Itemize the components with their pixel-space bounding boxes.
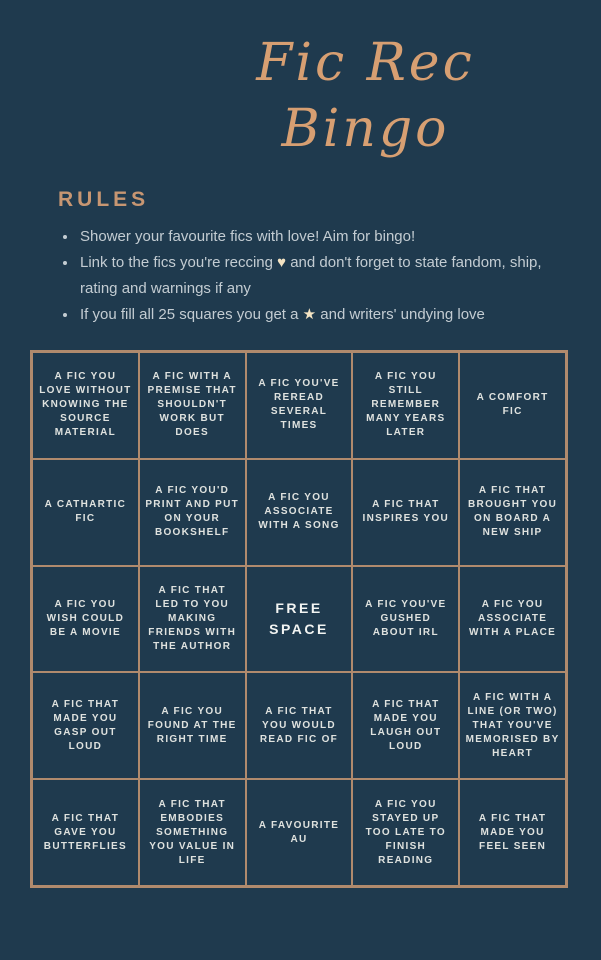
bingo-cell: A FIC YOU WISH COULD BE A MOVIE	[32, 566, 139, 673]
rule-text: Link to the fics you're reccing	[80, 254, 278, 271]
bingo-cell: A FIC YOU'VE REREAD SEVERAL TIMES	[246, 352, 353, 459]
page-title	[0, 0, 601, 162]
bingo-cell: A FIC WITH A PREMISE THAT SHOULDN'T WORK BUT DOES	[139, 352, 246, 459]
bingo-cell: A FAVOURITE AU	[246, 779, 353, 886]
bingo-cell: A FIC WITH A LINE (OR TWO) THAT YOU'VE MEMORISED BY HEART	[459, 672, 566, 779]
bingo-cell: A FIC YOU ASSOCIATE WITH A SONG	[246, 459, 353, 566]
page-title-line1: Fic Rec	[256, 33, 475, 93]
bingo-cell: A COMFORT FIC	[459, 352, 566, 459]
bingo-cell: A FIC YOU'VE GUSHED ABOUT IRL	[352, 566, 459, 673]
rule-item	[78, 302, 571, 328]
rules-section	[58, 188, 571, 328]
rule-text: and writers' undying love	[316, 306, 485, 323]
page-title-line2: Bingo	[281, 99, 450, 159]
bingo-cell: A FIC YOU LOVE WITHOUT KNOWING THE SOURCE MATERIAL	[32, 352, 139, 459]
rule-text: Shower your favourite fics with love! Aim for bingo!	[80, 228, 416, 245]
rules-list	[78, 224, 571, 328]
bingo-cell: A FIC THAT MADE YOU GASP OUT LOUD	[32, 672, 139, 779]
bingo-cell: A FIC THAT YOU WOULD READ FIC OF	[246, 672, 353, 779]
rule-item	[78, 224, 571, 250]
bingo-cell: A FIC YOU'D PRINT AND PUT ON YOUR BOOKSHELF	[139, 459, 246, 566]
bingo-cell: A FIC THAT EMBODIES SOMETHING YOU VALUE IN LIFE	[139, 779, 246, 886]
star-icon: ★	[302, 306, 317, 323]
bingo-cell: A FIC YOU ASSOCIATE WITH A PLACE	[459, 566, 566, 673]
bingo-cell: A FIC THAT MADE YOU LAUGH OUT LOUD	[352, 672, 459, 779]
bingo-cell: A FIC THAT INSPIRES YOU	[352, 459, 459, 566]
rule-item	[78, 250, 571, 302]
bingo-cell: A CATHARTIC FIC	[32, 459, 139, 566]
bingo-cell: A FIC THAT BROUGHT YOU ON BOARD A NEW SHIP	[459, 459, 566, 566]
bingo-cell: A FIC YOU STILL REMEMBER MANY YEARS LATER	[352, 352, 459, 459]
bingo-cell: A FIC YOU STAYED UP TOO LATE TO FINISH READING	[352, 779, 459, 886]
heart-icon: ♥	[277, 254, 287, 271]
bingo-cell: A FIC THAT MADE YOU FEEL SEEN	[459, 779, 566, 886]
rules-heading: RULES	[58, 188, 150, 211]
bingo-cell: A FIC THAT GAVE YOU BUTTERFLIES	[32, 779, 139, 886]
bingo-grid	[30, 350, 568, 888]
rule-text: If you fill all 25 squares you get a	[80, 306, 303, 323]
bingo-cell-free-space: FREE SPACE	[246, 566, 353, 673]
bingo-cell: A FIC THAT LED TO YOU MAKING FRIENDS WITH THE AUTHOR	[139, 566, 246, 673]
rule-text: and don't forget to state fandom, ship, rating and warnings if any	[80, 254, 542, 297]
bingo-cell: A FIC YOU FOUND AT THE RIGHT TIME	[139, 672, 246, 779]
